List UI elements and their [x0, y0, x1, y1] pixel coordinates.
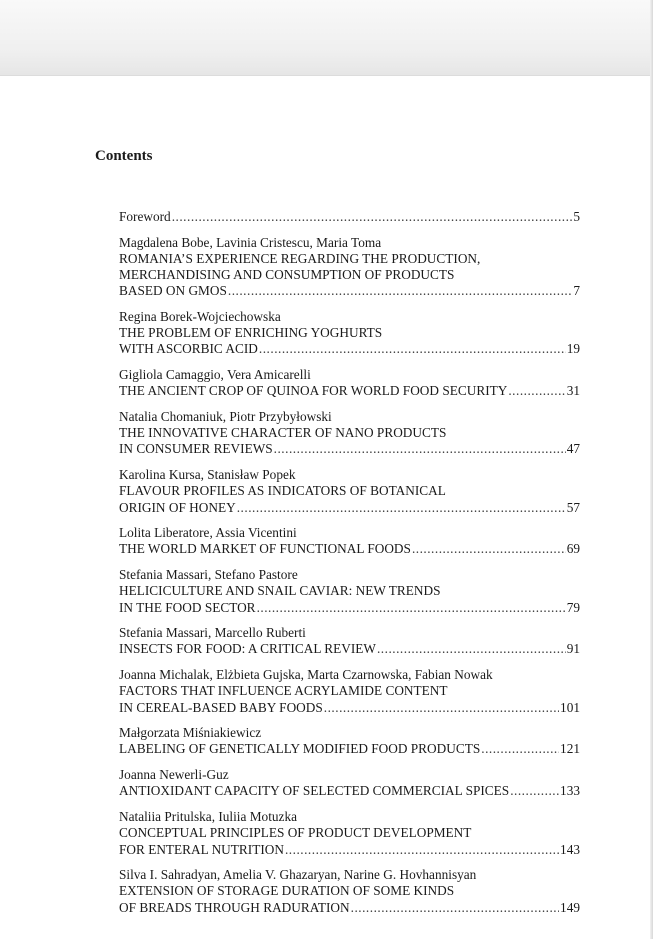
toc-entry-page-number: 91 [566, 641, 580, 657]
toc-entry-title: IN CONSUMER REVIEWS [119, 441, 273, 457]
dot-leader [351, 900, 559, 916]
dot-leader [285, 842, 559, 858]
toc-entry-title: ROMANIA’S EXPERIENCE REGARDING THE PRODUCTION, [119, 250, 481, 266]
toc-entry-title: LABELING OF GENETICALLY MODIFIED FOOD PRODUCTS [119, 741, 481, 757]
dot-leader [172, 209, 573, 225]
toc-entry-title-line [119, 283, 580, 299]
toc-entry-title-line [119, 341, 580, 357]
toc-entry-title: WITH ASCORBIC ACID [119, 341, 258, 357]
toc-entry[interactable] [119, 867, 580, 916]
toc-entry[interactable] [119, 467, 580, 516]
toc-entry-title-line [119, 500, 580, 516]
toc-entry-authors: Stefania Massari, Marcello Ruberti [119, 625, 306, 641]
toc-entry-page-number: 79 [566, 599, 580, 615]
toc-entry[interactable] [119, 209, 580, 225]
toc-entry-title-line [119, 383, 580, 399]
toc-entry-page-number: 47 [566, 441, 580, 457]
toc-entry-title: INSECTS FOR FOOD: A CRITICAL REVIEW [119, 641, 376, 657]
toc-entry-authors: Stefania Massari, Stefano Pastore [119, 567, 298, 583]
toc-entry[interactable] [119, 309, 580, 358]
toc-entry-authors: Silva I. Sahradyan, Amelia V. Ghazaryan, Narine G. Hovhannisyan [119, 867, 477, 883]
toc-entry-title: FACTORS THAT INFLUENCE ACRYLAMIDE CONTENT [119, 683, 448, 699]
toc-entry-title: CONCEPTUAL PRINCIPLES OF PRODUCT DEVELOPMENT [119, 825, 472, 841]
toc-entry-title: BASED ON GMOS [119, 283, 227, 299]
toc-entry-title-line [119, 842, 580, 858]
toc-entry-title: HELICICULTURE AND SNAIL CAVIAR: NEW TRENDS [119, 583, 441, 599]
toc-entry-title: ORIGIN OF HONEY [119, 499, 236, 515]
toc-entry-authors: Regina Borek-Wojciechowska [119, 309, 281, 325]
toc-entry[interactable] [119, 725, 580, 757]
toc-entry-title: THE INNOVATIVE CHARACTER OF NANO PRODUCTS [119, 425, 447, 441]
dot-leader [257, 600, 566, 616]
toc-entry-title: OF BREADS THROUGH RADURATION [119, 899, 350, 915]
toc-entry-title: FOR ENTERAL NUTRITION [119, 841, 284, 857]
dot-leader [228, 283, 572, 299]
toc-entry-title: ANTIOXIDANT CAPACITY OF SELECTED COMMERCIAL SPICES [119, 783, 510, 799]
toc-entry-page-number: 101 [560, 699, 580, 715]
toc-entry-authors: Karolina Kursa, Stanisław Popek [119, 467, 296, 483]
toc-entry[interactable] [119, 367, 580, 399]
toc-entry-title: MERCHANDISING AND CONSUMPTION OF PRODUCTS [119, 267, 455, 283]
toc-entry-authors: Joanna Michalak, Elżbieta Gujska, Marta Czarnowska, Fabian Nowak [119, 667, 493, 683]
toc-entry-title: FLAVOUR PROFILES AS INDICATORS OF BOTANICAL [119, 483, 446, 499]
toc-entry-title-line [119, 600, 580, 616]
toc-entry-title-line [119, 641, 580, 657]
table-of-contents [119, 209, 580, 925]
toc-entry-authors: Lolita Liberatore, Assia Vicentini [119, 525, 297, 541]
toc-entry[interactable] [119, 409, 580, 458]
toc-entry[interactable] [119, 667, 580, 716]
toc-entry[interactable] [119, 767, 580, 799]
viewer-top-bar [0, 0, 650, 76]
dot-leader [377, 641, 566, 657]
toc-entry-page-number: 5 [573, 209, 580, 224]
toc-entry[interactable] [119, 567, 580, 616]
toc-entry[interactable] [119, 809, 580, 858]
toc-entry-page-number: 31 [566, 383, 580, 399]
toc-entry-authors: Magdalena Bobe, Lavinia Cristescu, Maria Toma [119, 234, 382, 250]
toc-entry-title: Foreword [119, 209, 171, 224]
dot-leader [237, 500, 566, 516]
toc-entry-title: IN THE FOOD SECTOR [119, 599, 256, 615]
toc-entry-page-number: 69 [566, 541, 580, 557]
toc-entry-title: EXTENSION OF STORAGE DURATION OF SOME KINDS [119, 883, 455, 899]
dot-leader [510, 783, 559, 799]
toc-entry-page-number: 143 [560, 841, 580, 857]
toc-entry-page-number: 149 [560, 899, 580, 915]
toc-entry-title-line [119, 700, 580, 716]
toc-entry[interactable] [119, 235, 580, 300]
toc-entry-page-number: 121 [560, 741, 580, 757]
toc-entry-authors: Małgorzata Miśniakiewicz [119, 725, 262, 741]
toc-entry-page-number: 19 [566, 341, 580, 357]
toc-entry-title-line [119, 541, 580, 557]
toc-entry-title: THE ANCIENT CROP OF QUINOA FOR WORLD FOOD SECURITY [119, 383, 508, 399]
toc-entry-page-number: 133 [560, 783, 580, 799]
toc-entry-title-line [119, 441, 580, 457]
toc-entry-page-number: 7 [573, 283, 580, 299]
toc-entry-title-line [119, 783, 580, 799]
dot-leader [324, 700, 559, 716]
dot-leader [274, 441, 566, 457]
toc-entry-authors: Natalia Chomaniuk, Piotr Przybyłowski [119, 409, 332, 425]
toc-entry[interactable] [119, 625, 580, 657]
toc-entry-authors: Joanna Newerli-Guz [119, 767, 229, 783]
toc-entry-page-number: 57 [566, 499, 580, 515]
contents-heading: Contents [95, 148, 153, 164]
toc-entry-title-line [119, 900, 580, 916]
toc-entry-title-line [119, 741, 580, 757]
dot-leader [481, 741, 559, 757]
dot-leader [259, 341, 566, 357]
dot-leader [508, 383, 565, 399]
dot-leader [412, 541, 566, 557]
toc-entry-title: IN CEREAL-BASED BABY FOODS [119, 699, 323, 715]
toc-entry-title-line [119, 209, 580, 225]
toc-entry-title: THE WORLD MARKET OF FUNCTIONAL FOODS [119, 541, 411, 557]
toc-entry-authors: Natalіia Pritulska, Iuliia Motuzka [119, 809, 297, 825]
toc-entry[interactable] [119, 525, 580, 557]
toc-entry-authors: Gigliola Camaggio, Vera Amicarelli [119, 367, 311, 383]
toc-entry-title: THE PROBLEM OF ENRICHING YOGHURTS [119, 325, 383, 341]
